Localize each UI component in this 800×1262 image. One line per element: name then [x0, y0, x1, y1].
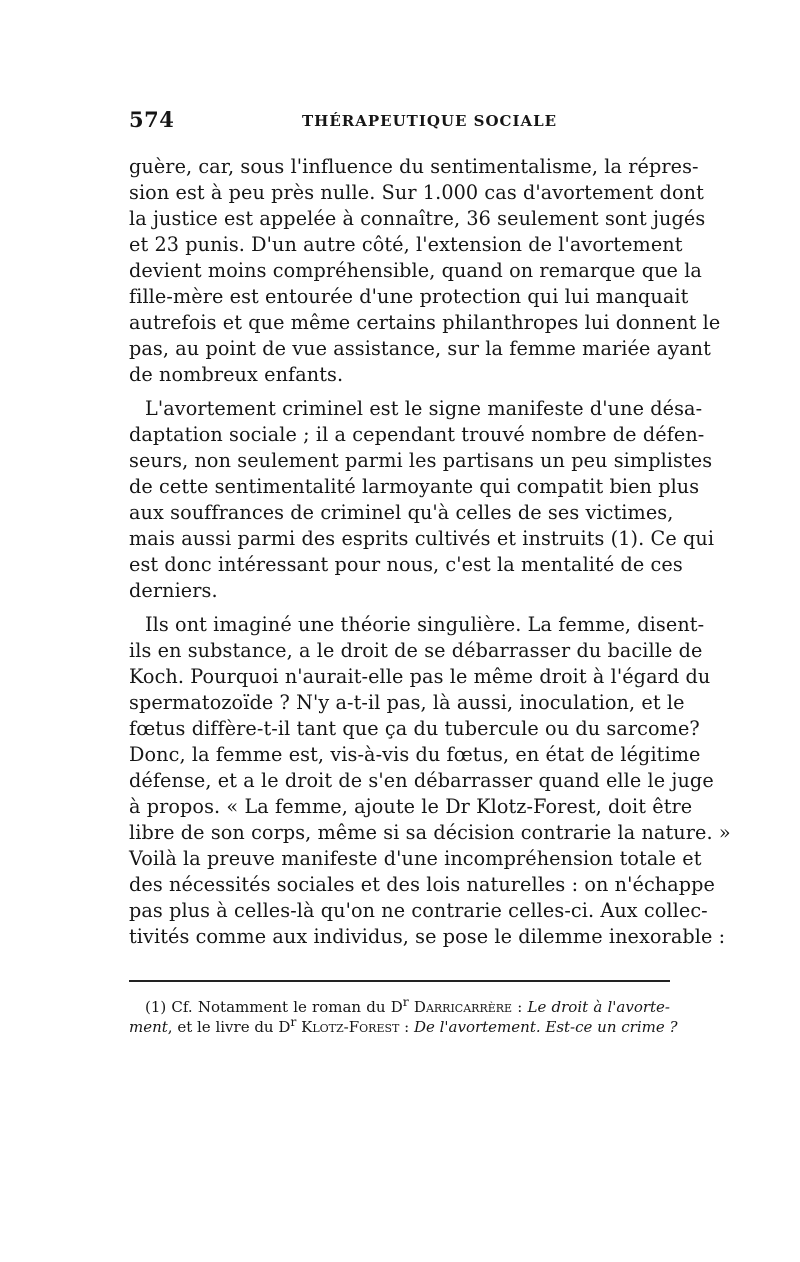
footnote-text: , et le livre du D — [167, 1018, 291, 1036]
footnote-author: Darricarrère — [413, 998, 513, 1016]
footnote-sep: : — [399, 1018, 414, 1036]
footnote-rule — [129, 980, 670, 982]
footnote-title: Le droit à l'avorte- — [527, 998, 670, 1016]
text-line: derniers. — [129, 579, 218, 602]
footnote-sup: r — [290, 1014, 297, 1029]
text-line: libre de son corps, même si sa décision contrarie la nature. » — [129, 821, 731, 844]
text-line: pas plus à celles-là qu'on ne contrarie celles-ci. Aux collec- — [129, 899, 708, 922]
text-line: est donc intéressant pour nous, c'est la mentalité de ces — [129, 553, 683, 576]
footnote-line — [129, 1012, 678, 1036]
text-line: défense, et a le droit de s'en débarrasser quand elle le juge — [129, 769, 714, 792]
running-head: THÉRAPEUTIQUE SOCIALE — [302, 112, 558, 130]
text-line: guère, car, sous l'influence du sentimentalisme, la répres- — [129, 155, 699, 178]
text-line: L'avortement criminel est le signe manifeste d'une désa- — [145, 397, 703, 420]
footnote-author: Klotz-Forest — [301, 1018, 400, 1036]
text-line: Koch. Pourquoi n'aurait-elle pas le même droit à l'égard du — [129, 665, 711, 688]
text-line: des nécessités sociales et des lois naturelles : on n'échappe — [129, 873, 716, 896]
text-line: daptation sociale ; il a cependant trouvé nombre de défen- — [129, 423, 705, 446]
footnote-title: De l'avortement. Est-ce un crime ? — [413, 1018, 678, 1036]
text-line: aux souffrances de criminel qu'à celles de ses victimes, — [129, 501, 674, 524]
footnote-sep: : — [512, 998, 528, 1016]
text-line: la justice est appelée à connaître, 36 seulement sont jugés — [129, 207, 706, 230]
text-line: fœtus diffère-t-il tant que ça du tubercule ou du sarcome? — [129, 717, 700, 740]
text-line: tivités comme aux individus, se pose le dilemme inexorable : — [129, 925, 726, 948]
text-line: de nombreux enfants. — [129, 363, 344, 386]
text-line: et 23 punis. D'un autre côté, l'extension de l'avortement — [129, 233, 683, 256]
text-line: seurs, non seulement parmi les partisans un peu simplistes — [129, 449, 713, 472]
text-line: de cette sentimentalité larmoyante qui compatit bien plus — [129, 475, 700, 498]
footnote-title: ment — [129, 1018, 168, 1036]
text-line: Voilà la preuve manifeste d'une incompréhension totale et — [129, 847, 702, 870]
text-line: devient moins compréhensible, quand on remarque que la — [129, 259, 702, 282]
text-line: autrefois et que même certains philanthropes lui donnent le — [129, 311, 721, 334]
text-line: sion est à peu près nulle. Sur 1.000 cas d'avortement dont — [129, 181, 704, 204]
page-number: 574 — [129, 107, 175, 132]
text-line: mais aussi parmi des esprits cultivés et instruits (1). Ce qui — [129, 527, 715, 550]
text-line: spermatozoïde ? N'y a-t-il pas, là aussi, inoculation, et le — [129, 691, 685, 714]
footnote-line — [145, 992, 670, 1016]
text-line: pas, au point de vue assistance, sur la femme mariée ayant — [129, 337, 711, 360]
footnote-sup: r — [402, 994, 409, 1009]
text-line: fille-mère est entourée d'une protection qui lui manquait — [129, 285, 689, 308]
footnote-text: (1) Cf. Notamment le roman du D — [145, 998, 403, 1016]
text-line: Ils ont imaginé une théorie singulière. La femme, disent- — [145, 613, 705, 636]
text-line: ils en substance, a le droit de se débarrasser du bacille de — [129, 639, 703, 662]
text-line: à propos. « La femme, ajoute le Dr Klotz-Forest, doit être — [129, 795, 693, 818]
text-line: Donc, la femme est, vis-à-vis du fœtus, en état de légitime — [129, 743, 701, 766]
